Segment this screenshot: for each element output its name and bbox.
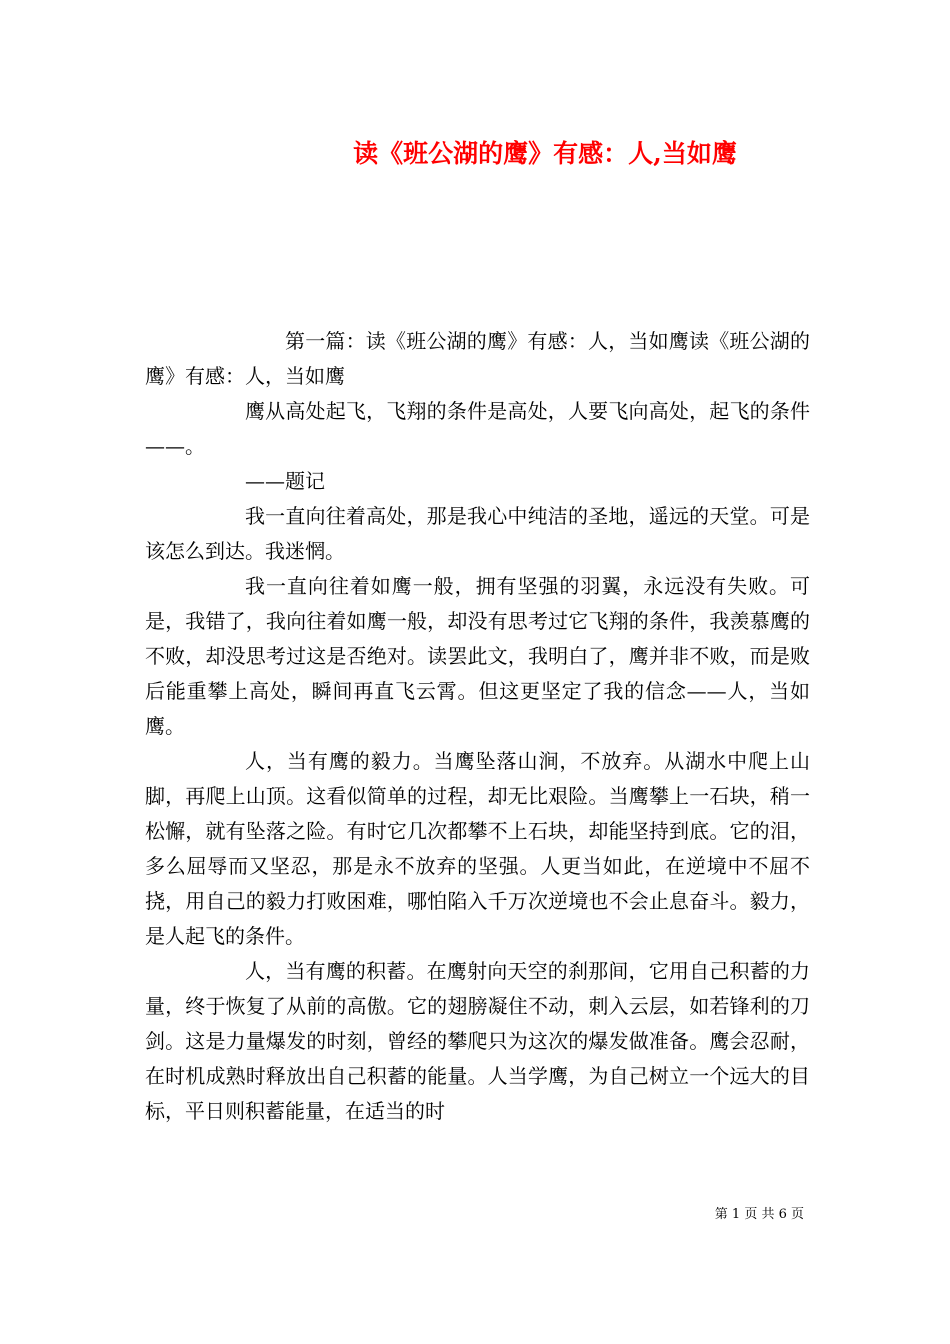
document-body: [145, 324, 810, 1129]
paragraph: 人，当有鹰的积蓄。在鹰射向天空的刹那间，它用自己积蓄的力量，终于恢复了从前的高傲。它的翅膀凝住不动，刺入云层，如若锋利的刀剑。这是力量爆发的时刻，曾经的攀爬只为这次的爆发做准备。鹰会忍耐，在时机成熟时释放出自己积蓄的能量。人当学鹰，为自己树立一个远大的目标，平日则积蓄能量，在适当的时: [145, 959, 810, 1123]
paragraph: 第一篇：读《班公湖的鹰》有感：人，当如鹰读《班公湖的鹰》有感：人，当如鹰: [145, 329, 810, 388]
paragraph: 我一直向往着高处，那是我心中纯洁的圣地，遥远的天堂。可是该怎么到达。我迷惘。: [145, 504, 810, 563]
page-footer: 第 1 页 共 6 页: [714, 1207, 804, 1222]
paragraph: 人，当有鹰的毅力。当鹰坠落山涧，不放弃。从湖水中爬上山脚，再爬上山顶。这看似简单的过程，却无比艰险。当鹰攀上一石块，稍一松懈，就有坠落之险。有时它几次都攀不上石块，却能坚持到底。它的泪，多么屈辱而又坚忍，那是永不放弃的坚强。人更当如此，在逆境中不屈不挠，用自己的毅力打败困难，哪怕陷入千万次逆境也不会止息奋斗。毅力，是人起飞的条件。: [145, 749, 810, 948]
paragraph: 鹰从高处起飞，飞翔的条件是高处，人要飞向高处，起飞的条件——。: [145, 399, 810, 458]
document-title: 读《班公湖的鹰》有感：人,当如鹰: [353, 139, 737, 168]
paragraph: ——题记: [245, 469, 325, 493]
paragraph: 我一直向往着如鹰一般，拥有坚强的羽翼，永远没有失败。可是，我错了，我向往着如鹰一般，却没有思考过它飞翔的条件，我羡慕鹰的不败，却没思考过这是否绝对。读罢此文，我明白了，鹰并非不败，而是败后能重攀上高处，瞬间再直飞云霄。但这更坚定了我的信念——人，当如鹰。: [145, 574, 810, 738]
